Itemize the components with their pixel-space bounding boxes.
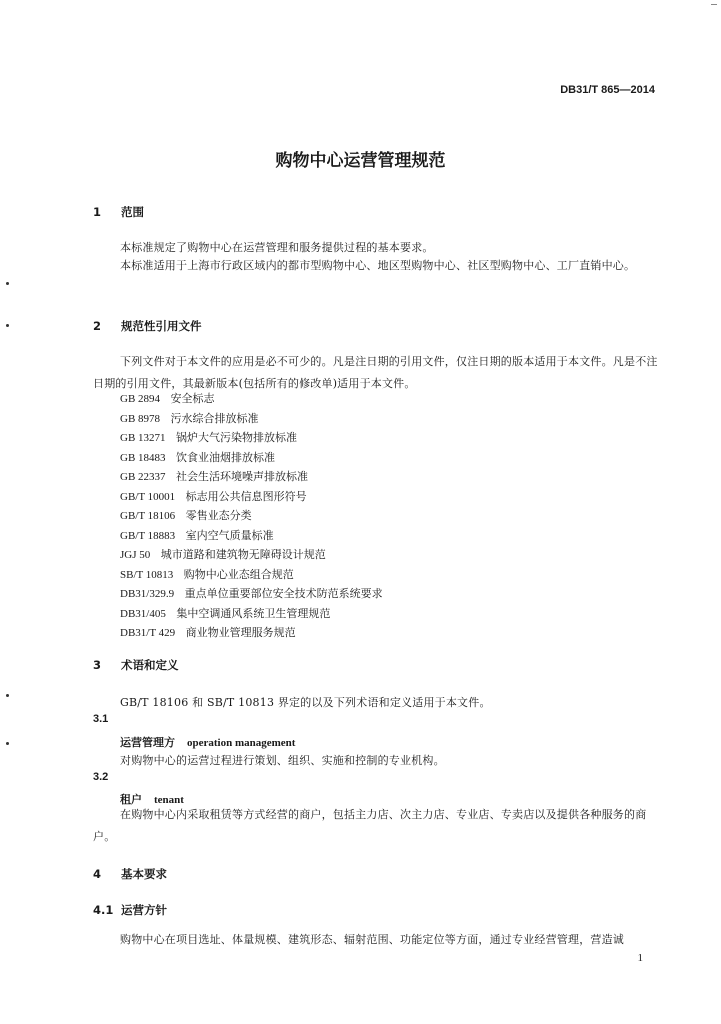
reference-code: GB 22337 (120, 471, 166, 483)
reference-title: 社会生活环境噪声排放标准 (176, 470, 309, 483)
reference-title: 购物中心业态组合规范 (183, 567, 294, 581)
section-number: 2 (93, 319, 102, 333)
section-1-heading (93, 204, 144, 220)
reference-title: 锅炉大气污染物排放标准 (176, 431, 298, 444)
scan-mark (711, 4, 717, 5)
reference-item (120, 527, 274, 543)
reference-code: GB/T 10001 (120, 490, 176, 503)
section-number: 3 (93, 658, 102, 672)
term-en: tenant (154, 794, 184, 806)
reference-item (120, 449, 275, 465)
section-title: 范围 (121, 205, 144, 219)
reference-title: 集中空调通风系统卫生管理规范 (176, 606, 331, 620)
reference-code: SB/T 10813 (120, 568, 174, 581)
paragraph: 本标准适用于上海市行政区域内的都市型购物中心、地区型购物中心、社区型购物中心、工厂直销中心。 (120, 259, 636, 272)
term-number: 3.1 (93, 713, 109, 725)
reference-code: GB/T 18883 (120, 529, 176, 542)
reference-item (120, 605, 330, 621)
section-title: 术语和定义 (121, 658, 179, 672)
reference-item (120, 624, 296, 640)
section-number: 4 (93, 867, 102, 881)
paragraph: GB/T 18106 和 SB/T 10813 界定的以及下列术语和定义适用于本文件。 (120, 696, 491, 709)
standard-code: DB31/T 865—2014 (560, 84, 655, 96)
term-zh: 租户 (120, 793, 142, 806)
reference-item (120, 585, 383, 601)
document-title: 购物中心运营管理规范 (275, 151, 446, 171)
scan-speck (6, 324, 9, 327)
reference-title: 安全标志 (170, 392, 215, 405)
reference-code: DB31/405 (120, 607, 166, 620)
scan-speck (6, 694, 9, 697)
reference-item (120, 546, 326, 562)
reference-code: GB 13271 (120, 432, 166, 444)
term-definition: 在购物中心内采取租赁等方式经营的商户，包括主力店、次主力店、专业店、专卖店以及提供各种服务的商户。 (93, 808, 647, 843)
paragraph: 下列文件对于本文件的应用是必不可少的。凡是注日期的引用文件，仅注日期的版本适用于本文件。凡是不注日期的引用文件，其最新版本(包括所有的修改单)适用于本文件。 (93, 355, 658, 390)
paragraph: 本标准规定了购物中心在运营管理和服务提供过程的基本要求。 (120, 241, 434, 254)
scan-speck (6, 282, 9, 285)
term-zh: 运营管理方 (120, 736, 175, 749)
page-number: 1 (637, 952, 643, 964)
reference-item (120, 566, 294, 582)
section-4-heading (93, 866, 167, 882)
reference-title: 重点单位重要部位安全技术防范系统要求 (184, 587, 383, 600)
reference-item (120, 429, 297, 445)
section-title: 基本要求 (121, 867, 167, 881)
reference-code: DB31/T 429 (120, 627, 176, 639)
reference-title: 饮食业油烟排放标准 (176, 450, 276, 464)
section-2-heading (93, 318, 202, 334)
reference-code: GB 18483 (120, 451, 166, 464)
reference-item (120, 390, 215, 406)
reference-title: 室内空气质量标准 (185, 528, 274, 542)
reference-title: 标志用公共信息图形符号 (185, 489, 307, 503)
reference-title: 污水综合排放标准 (170, 411, 259, 425)
term-number: 3.2 (93, 771, 109, 783)
section-3-heading (93, 657, 179, 673)
reference-code: GB/T 18106 (120, 510, 176, 522)
subsection-4-1-heading (93, 902, 167, 918)
term-en: operation management (187, 737, 296, 749)
reference-code: DB31/329.9 (120, 588, 175, 600)
paragraph: 购物中心在项目选址、体量规模、建筑形态、辐射范围、功能定位等方面，通过专业经营管理，营造诚 (120, 933, 624, 946)
term-definition: 对购物中心的运营过程进行策划、组织、实施和控制的专业机构。 (120, 754, 445, 767)
reference-item (120, 488, 307, 504)
reference-item (120, 468, 308, 484)
reference-title: 零售业态分类 (185, 509, 252, 522)
section-number: 1 (93, 205, 102, 219)
reference-code: GB 2894 (120, 393, 161, 405)
subsection-title: 运营方针 (121, 903, 167, 917)
subsection-number: 4.1 (93, 903, 114, 917)
reference-code: JGJ 50 (120, 549, 151, 561)
reference-title: 商业物业管理服务规范 (185, 626, 296, 639)
term (120, 734, 295, 750)
section-title: 规范性引用文件 (121, 319, 202, 333)
reference-title: 城市道路和建筑物无障碍设计规范 (160, 548, 326, 561)
reference-item (120, 507, 252, 523)
scan-speck (6, 742, 9, 745)
reference-item (120, 410, 259, 426)
reference-code: GB 8978 (120, 412, 161, 425)
